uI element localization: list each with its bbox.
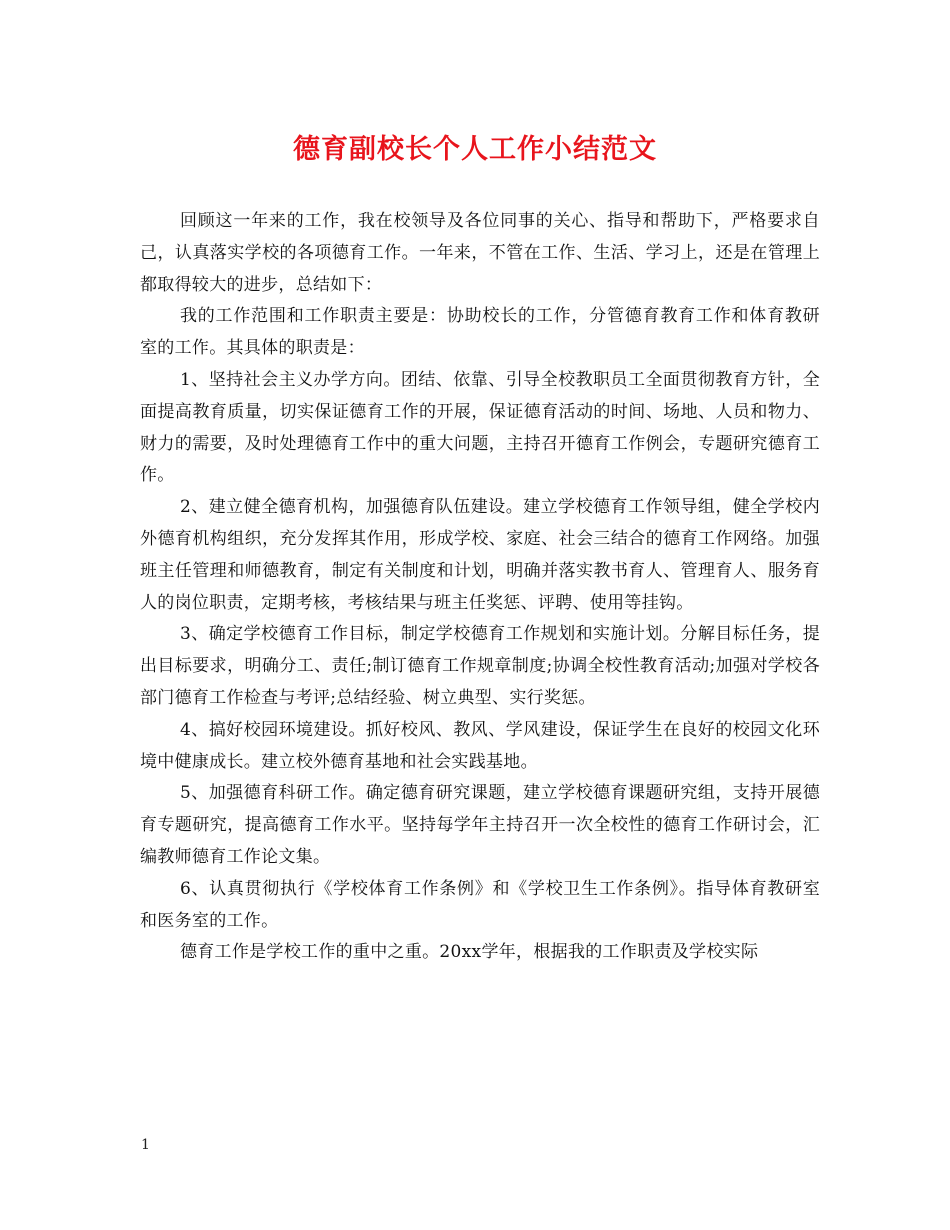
paragraph-duty-2: 2、建立健全德育机构，加强德育队伍建设。建立学校德育工作领导组，健全学校内外德育机构组织，充分发挥其作用，形成学校、家庭、社会三结合的德育工作网络。加强班主任管理和师德教育，制定有关制度和计划，明确并落实教书育人、管理育人、服务育人的岗位职责，定期考核，考核结果与班主任奖惩、评聘、使用等挂钩。 (140, 497, 820, 613)
paragraph-closing: 德育工作是学校工作的重中之重。20xx学年，根据我的工作职责及学校实际 (179, 942, 759, 963)
document-body (140, 206, 820, 969)
paragraph-duty-3: 3、确定学校德育工作目标，制定学校德育工作规划和实施计划。分解目标任务，提出目标要求，明确分工、责任;制订德育工作规章制度;协调全校性教育活动;加强对学校各部门德育工作检查与考评;总结经验、树立典型、实行奖惩。 (140, 624, 820, 708)
paragraph-duty-1: 1、坚持社会主义办学方向。团结、依靠、引导全校教职员工全面贯彻教育方针，全面提高教育质量，切实保证德育工作的开展，保证德育活动的时间、场地、人员和物力、财力的需要，及时处理德育工作中的重大问题，主持召开德育工作例会，专题研究德育工作。 (140, 369, 820, 486)
paragraph-duty-6: 6、认真贯彻执行《学校体育工作条例》和《学校卫生工作条例》。指导体育教研室和医务室的工作。 (140, 878, 820, 931)
paragraph-duty-4: 4、搞好校园环境建设。抓好校风、教风、学风建设，保证学生在良好的校园文化环境中健康成长。建立校外德育基地和社会实践基地。 (140, 719, 820, 772)
paragraph-duty-5: 5、加强德育科研工作。确定德育研究课题，建立学校德育课题研究组，支持开展德育专题研究，提高德育工作水平。坚持每学年主持召开一次全校性的德育工作研讨会，汇编教师德育工作论文集。 (140, 783, 820, 867)
paragraph-intro: 回顾这一年来的工作，我在校领导及各位同事的关心、指导和帮助下，严格要求自己，认真落实学校的各项德育工作。一年来，不管在工作、生活、学习上，还是在管理上都取得较大的进步，总结如下： (140, 211, 820, 295)
page-number: 1 (141, 1137, 150, 1153)
paragraph-scope: 我的工作范围和工作职责主要是：协助校长的工作，分管德育教育工作和体育教研室的工作。其具体的职责是： (140, 306, 820, 359)
page-title: 德育副校长个人工作小结范文 (293, 134, 657, 165)
